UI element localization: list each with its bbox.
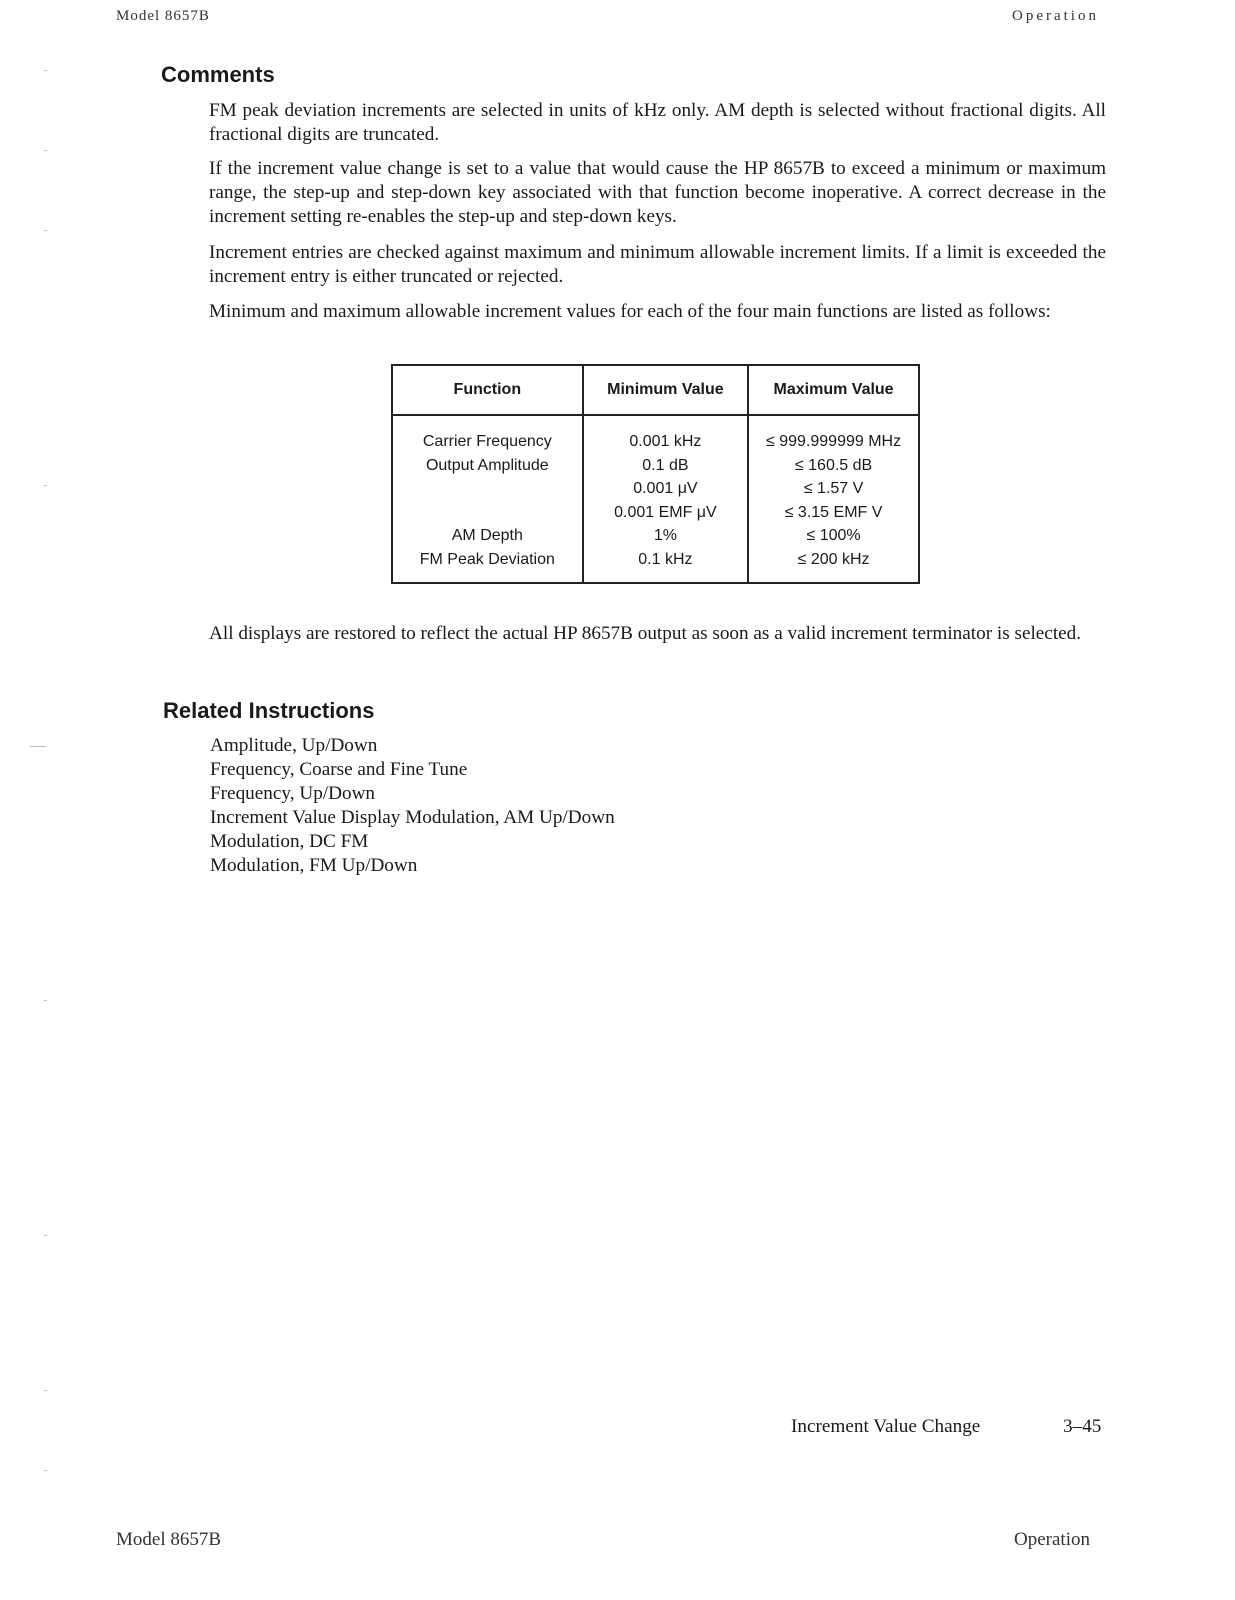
increment-limits-table [391, 364, 920, 584]
comment-paragraph-3: Increment entries are checked against maximum and minimum allowable increment limits. If a limit is exceeded the increment entry is either truncated or rejected. [209, 242, 1106, 287]
footer-page-number: 3–45 [1063, 1416, 1102, 1437]
comment-paragraph-after-table: All displays are restored to reflect the actual HP 8657B output as soon as a valid increment terminator is selected. [209, 623, 1082, 644]
list-item: Increment Value Display Modulation, AM Up/Down [210, 807, 615, 828]
function-cell: FM Peak Deviation [419, 550, 555, 568]
table-header-row [392, 365, 919, 415]
function-cell: Carrier Frequency [422, 433, 552, 450]
function-column [392, 415, 583, 583]
related-instructions-heading: Related Instructions [163, 698, 375, 723]
minimum-cell: 0.1 kHz [638, 550, 693, 568]
maximum-cell: ≤ 100% [806, 527, 861, 544]
scan-speck [44, 70, 47, 71]
minimum-cell: 0.001 kHz [629, 433, 702, 450]
maximum-cell: ≤ 999.999999 MHz [766, 433, 902, 450]
header-maximum-value: Maximum Value [748, 365, 919, 415]
list-item: Frequency, Coarse and Fine Tune [210, 759, 468, 780]
scan-speck [44, 1235, 47, 1236]
list-item: Modulation, DC FM [210, 831, 369, 852]
maximum-cell: ≤ 200 kHz [797, 550, 870, 568]
scan-speck [30, 746, 46, 747]
minimum-cell: 0.001 EMF μV [614, 503, 717, 521]
minimum-cell: 0.001 μV [633, 480, 698, 497]
list-item: Frequency, Up/Down [210, 783, 376, 804]
header-function: Function [392, 365, 583, 415]
footer-section-title: Increment Value Change [791, 1416, 981, 1437]
table-body-row [392, 415, 919, 583]
scan-speck [44, 485, 47, 486]
running-header-model: Model 8657B [116, 8, 210, 24]
scan-speck [44, 1470, 47, 1471]
maximum-cell: ≤ 1.57 V [803, 480, 864, 497]
comment-paragraph-2: If the increment value change is set to a value that would cause the HP 8657B to exceed a minimum or maximum range, the step-up and step-down key associated with that function become inoperative. A correct decrease in the increment setting re-enables the step-up and step-down keys. [209, 158, 1106, 227]
maximum-cell: ≤ 3.15 EMF V [784, 503, 883, 521]
minimum-column [583, 415, 748, 583]
function-cell-empty [397, 501, 578, 525]
next-page-header-model: Model 8657B [116, 1529, 222, 1550]
comment-paragraph-1: FM peak deviation increments are selected in units of kHz only. AM depth is selected without fractional digits. All fractional digits are truncated. [209, 100, 1106, 145]
comment-paragraph-4: Minimum and maximum allowable increment values for each of the four main functions are listed as follows: [209, 301, 1051, 322]
scan-speck [44, 1390, 47, 1391]
function-cell: AM Depth [451, 527, 523, 544]
next-page-header-section: Operation [1014, 1529, 1090, 1550]
function-cell-empty [397, 477, 578, 501]
minimum-cell: 0.1 dB [642, 456, 689, 474]
maximum-cell: ≤ 160.5 dB [794, 456, 873, 474]
related-instructions-list [210, 734, 615, 878]
function-cell: Output Amplitude [425, 456, 549, 474]
maximum-column [748, 415, 919, 583]
list-item: Modulation, FM Up/Down [210, 855, 418, 876]
minimum-cell: 1% [653, 527, 677, 544]
list-item: Amplitude, Up/Down [210, 735, 378, 756]
scan-speck [44, 1000, 47, 1001]
running-header-section: Operation [1012, 8, 1099, 24]
scan-speck [44, 230, 47, 231]
scan-speck [44, 150, 47, 151]
header-minimum-value: Minimum Value [583, 365, 748, 415]
comments-heading: Comments [161, 62, 275, 87]
